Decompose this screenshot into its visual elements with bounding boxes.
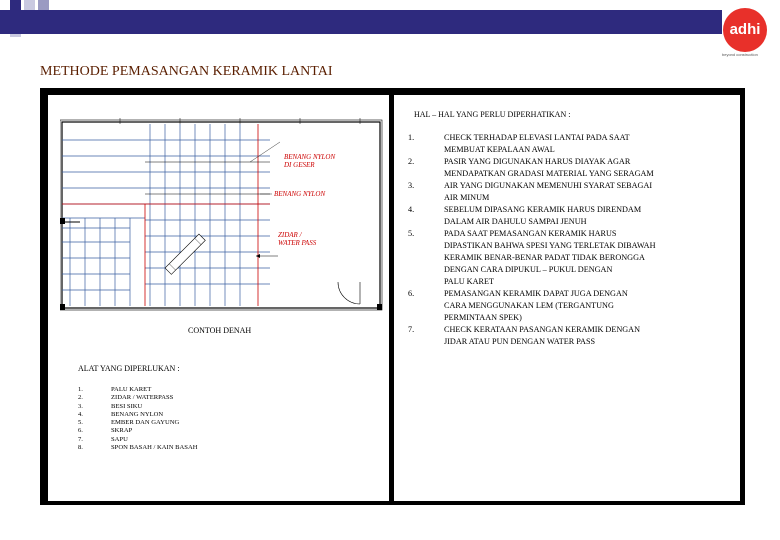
logo-tagline: beyond construction bbox=[722, 52, 758, 57]
item-number: 2. bbox=[408, 157, 415, 166]
list-item bbox=[78, 394, 197, 402]
floor-plan-drawing bbox=[60, 118, 386, 318]
item-line: PASIR YANG DIGUNAKAN HARUS DIAYAK AGAR bbox=[444, 157, 631, 166]
item-text: SKRAP bbox=[111, 427, 133, 435]
panel-divider bbox=[389, 95, 394, 501]
item-line: MENDAPATKAN GRADASI MATERIAL YANG SERAGAM bbox=[444, 169, 654, 178]
item-text: PALU KARET bbox=[111, 386, 152, 393]
item-number: 4. bbox=[408, 205, 415, 214]
item-line: CHECK KERATAAN PASANGAN KERAMIK DENGAN bbox=[444, 325, 641, 334]
item-line: SEBELUM DIPASANG KERAMIK HARUS DIRENDAM bbox=[444, 205, 642, 214]
item-number: 1. bbox=[408, 133, 415, 142]
item-line: CARA MENGGUNAKAN LEM (TERGANTUNG bbox=[444, 301, 614, 310]
item-line: AIR YANG DIGUNAKAN MEMENUHI SYARAT SEBAGAI bbox=[444, 181, 653, 190]
item-line: PEMASANGAN KERAMIK DAPAT JUGA DENGAN bbox=[444, 289, 628, 298]
item-number: 4. bbox=[78, 410, 83, 418]
label-zidar bbox=[278, 231, 316, 247]
item-line: PADA SAAT PEMASANGAN KERAMIK HARUS bbox=[444, 229, 617, 238]
item-line: AIR MINUM bbox=[444, 193, 490, 202]
list-item bbox=[78, 436, 197, 444]
item-line: DALAM AIR DAHULU SAMPAI JENUH bbox=[444, 217, 587, 226]
label-line: DI GESER bbox=[284, 161, 315, 169]
item-number: 1. bbox=[78, 386, 83, 393]
item-line: MEMBUAT KEPALAAN AWAL bbox=[444, 145, 555, 154]
label-line: WATER PASS bbox=[278, 239, 317, 247]
item-line: KERAMIK BENAR-BENAR PADAT TIDAK BERONGGA bbox=[444, 253, 645, 262]
notes-header: HAL – HAL YANG PERLU DIPERHATIKAN : bbox=[414, 110, 571, 119]
item-number: 8. bbox=[78, 444, 83, 452]
page-title: METHODE PEMASANGAN KERAMIK LANTAI bbox=[40, 64, 333, 79]
list-item bbox=[78, 444, 197, 452]
company-logo bbox=[723, 8, 767, 52]
label-nylon-shifted bbox=[284, 153, 335, 169]
label-line: BENANG NYLON bbox=[284, 153, 336, 161]
label-line: ZIDAR / bbox=[278, 231, 302, 239]
item-number: 6. bbox=[408, 289, 415, 298]
item-line: JIDAR ATAU PUN DENGAN WATER PASS bbox=[444, 337, 596, 346]
item-text: EMBER DAN GAYUNG bbox=[111, 419, 180, 427]
item-number: 6. bbox=[78, 427, 83, 435]
item-line: DENGAN CARA DIPUKUL – PUKUL DENGAN bbox=[444, 265, 613, 274]
logo-text: adhi bbox=[729, 21, 761, 38]
item-text: ZIDAR / WATERPASS bbox=[111, 394, 174, 402]
item-line: PERMINTAAN SPEK) bbox=[444, 313, 522, 322]
list-item bbox=[78, 403, 197, 411]
tools-list bbox=[78, 386, 197, 452]
item-number: 2. bbox=[78, 394, 83, 402]
item-number: 7. bbox=[78, 435, 83, 443]
item-text: SPON BASAH / KAIN BASAH bbox=[111, 444, 198, 452]
item-text: BESI SIKU bbox=[111, 402, 143, 410]
item-number: 3. bbox=[408, 181, 415, 190]
item-text: SAPU bbox=[111, 435, 128, 443]
tools-header: ALAT YANG DIPERLUKAN : bbox=[78, 364, 180, 373]
item-line: PALU KARET bbox=[444, 277, 494, 286]
list-item bbox=[78, 386, 197, 394]
floor-plan bbox=[60, 118, 386, 323]
item-number: 7. bbox=[408, 325, 415, 334]
item-number: 3. bbox=[78, 402, 83, 410]
list-item bbox=[78, 411, 197, 419]
header-bar bbox=[0, 10, 722, 34]
plan-caption: CONTOH DENAH bbox=[188, 326, 252, 335]
item-text: BENANG NYLON bbox=[111, 410, 164, 418]
item-line: DIPASTIKAN BAHWA SPESI YANG TERLETAK DIBAWAH bbox=[444, 241, 656, 250]
item-line: CHECK TERHADAP ELEVASI LANTAI PADA SAAT bbox=[444, 133, 630, 142]
item-number: 5. bbox=[408, 229, 415, 238]
list-item bbox=[78, 419, 197, 427]
label-nylon: BENANG NYLON bbox=[274, 190, 326, 198]
list-item bbox=[78, 427, 197, 435]
item-number: 5. bbox=[78, 419, 83, 427]
